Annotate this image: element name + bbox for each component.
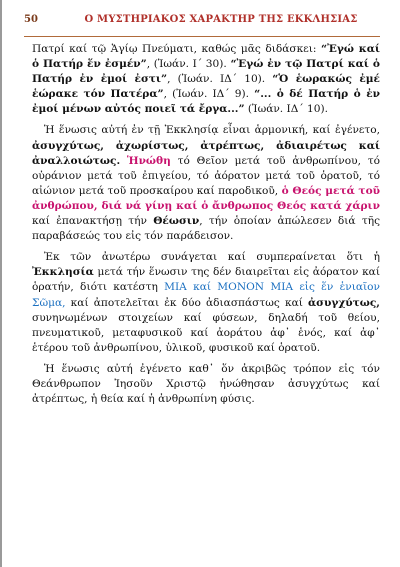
p1-quote-4: “... ὁ δέ Πατήρ ὁ ἐν ἐμοί μένων αὐτός ποιεῖ τά ἔργα...” xyxy=(32,88,380,116)
p1-text-g: , (Ἰωάν. ΙΔ΄ 9). xyxy=(163,88,255,101)
p2-henothe: Ἡνώθη xyxy=(126,154,171,167)
p2-text-a: Ἡ ἕνωσις αὐτή ἐν τῇ Ἐκκλησίᾳ εἶναι ἁρμονική, καί ἐγένετο, xyxy=(44,124,380,137)
p3-text-e: καί ἀποτελεῖται ἐκ δύο ἀδιασπάστως καί xyxy=(65,296,309,309)
p2-adverbs: ἀσυγχύτως, ἀχωρίστως, ἀτρέπτως, ἀδιαιρέτως καί ἀναλλοιώτως. xyxy=(32,139,380,167)
page-body xyxy=(32,42,380,407)
p2-theosis: Θέωσιν xyxy=(153,215,200,228)
paragraph-3 xyxy=(32,250,380,356)
p3-text-g: συνηνωμένων στοιχείων καί φύσεων, δηλαδή τοῦ θείου, πνευματικοῦ, μεταφυσικοῦ καί ἀοράτου ἀφ᾽ ἑνός, καί ἀφ᾽ ἑτέρου τοῦ ἀνθρωπίνου, ὑλικοῦ, φυσικοῦ καί ὁρατοῦ. xyxy=(32,311,380,354)
p4-text: Ἡ ἕνωσις αὐτή ἐγένετο καθ᾽ ὅν ἀκριβῶς τρόπον εἰς τόν Θεάνθρωπον Ἰησοῦν Χριστῷ ἡνώθησαν ἀσυγχύτως καί ἀτρέπτως, ἡ θεία καί ἡ ἀνθρωπίνη φύσις. xyxy=(32,362,380,406)
p3-ekklesia: Ἐκκλησία xyxy=(32,266,94,279)
p1-text-e: , (Ἰωάν. ΙΔ΄ 10). xyxy=(167,73,273,86)
p2-highlight-theosis-phrase: ὁ Θεός μετά τοῦ ἀνθρώπου, διά νά γίνῃ καί ὁ ἄνθρωπος Θεός κατά χάριν xyxy=(32,184,380,212)
p2-text-c xyxy=(120,155,127,167)
p1-quote-3: “Ὁ ἑωρακώς ἐμέ ἑώρακε τόν Πατέρα” xyxy=(32,73,380,101)
page-header xyxy=(24,14,380,37)
paragraph-4 xyxy=(32,362,380,407)
p1-quote-1: “Ἐγώ καί ὁ Πατήρ ἕν ἐσμέν” xyxy=(32,43,380,71)
p3-text-a: Ἐκ τῶν ἀνωτέρω συνάγεται καί συμπεραίνεται ὅτι ἡ xyxy=(44,251,380,264)
page-number: 50 xyxy=(24,14,38,25)
p1-text-a: Πατρί καί τῷ Ἁγίῳ Πνεύματι, καθώς μᾶς διδάσκει: xyxy=(32,43,322,55)
p2-text-e: τό Θεῖον μετά τοῦ ἀνθρωπίνου, τό οὐράνιον μετά τοῦ ἐπιγείου, τό ἀόρατον μετά τοῦ ὁρατοῦ, τό αἰώνιον μετά τοῦ προσκαίρου καί παροδικοῦ, xyxy=(32,154,380,197)
p2-text-g: καί ἐπανακτήσῃ τήν xyxy=(32,215,154,228)
p3-mia-highlight: ΜΙΑ καί ΜΟΝΟΝ ΜΙΑ εἰς ἕν ἑνιαῖον Σῶμα, xyxy=(32,281,380,309)
running-title: Ο ΜΥΣΤΗΡΙΑΚΟΣ ΧΑΡΑΚΤΗΡ ΤΗΣ ΕΚΚΛΗΣΙΑΣ xyxy=(84,14,358,25)
p3-text-c: μετά τήν ἕνωσιν της δέν διαιρεῖται εἰς ἀόρατον καί ὁρατήν, διότι κατέστη xyxy=(32,266,380,294)
p2-text-i: , τήν ὁποίαν ἀπώλεσεν διά τῆς παραβάσεώς του εἰς τόν παράδεισον. xyxy=(32,215,380,243)
paragraph-2 xyxy=(32,123,380,244)
paragraph-1 xyxy=(32,42,380,117)
p1-text-i: (Ἰωάν. ΙΔ΄ 10). xyxy=(244,103,329,116)
p3-asygchytos: ἀσυγχύτως, xyxy=(308,296,380,309)
p1-quote-2: “Ἐγώ ἐν τῷ Πατρί καί ὁ Πατήρ ἐν ἐμοί ἐστι” xyxy=(32,58,380,86)
p1-text-c: , (Ἰωάν. Ι΄ 30). xyxy=(146,58,231,71)
